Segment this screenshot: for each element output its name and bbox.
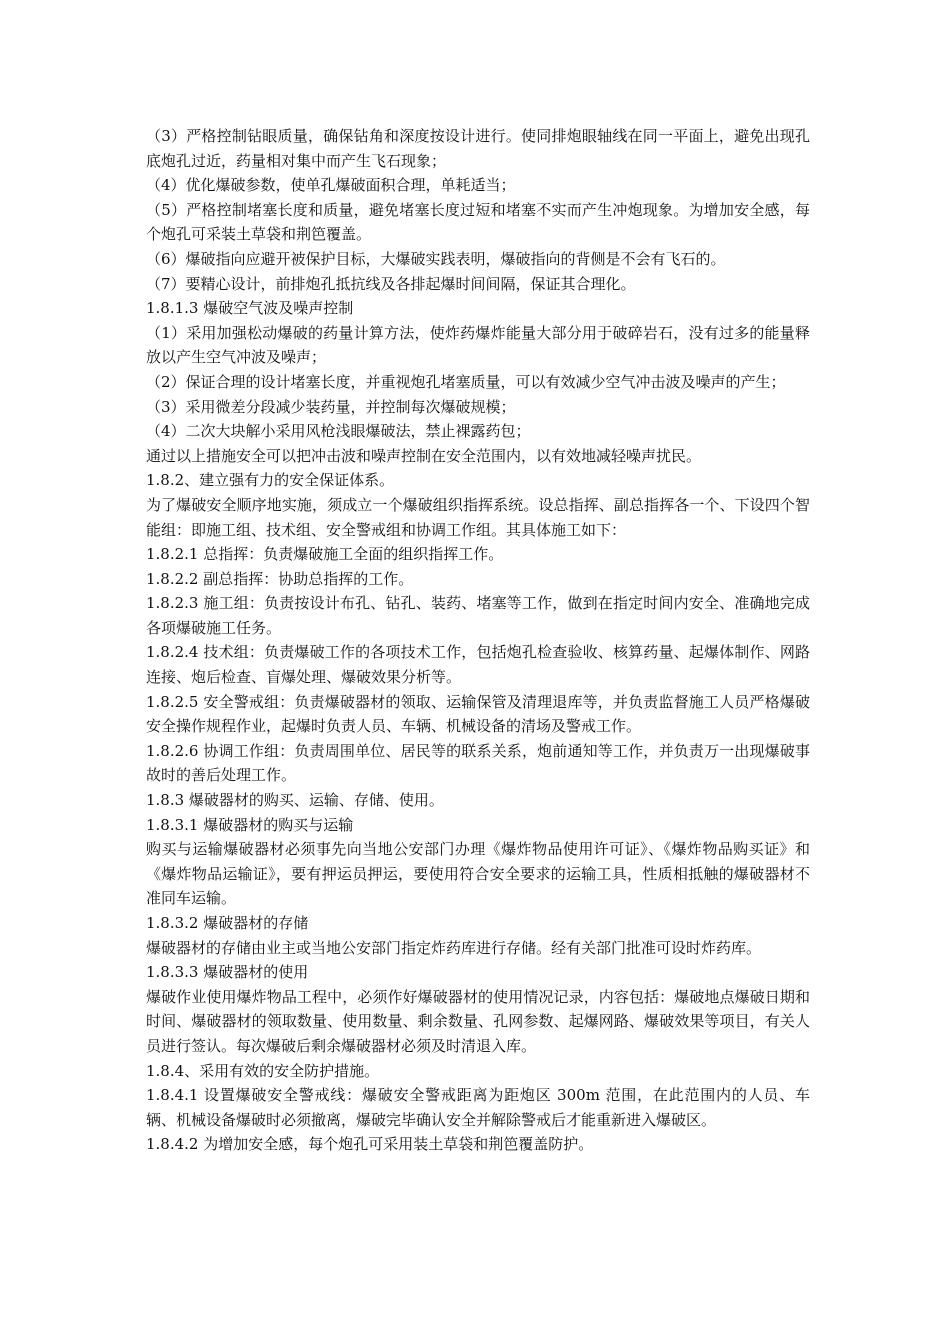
section-item-1-8-2-6: 1.8.2.6 协调工作组：负责周围单位、居民等的联系关系，炮前通知等工作，并负责万一出现爆破事故时的善后处理工作。 [146,741,810,785]
paragraph-item-1: （1）采用加强松动爆破的药量计算方法，使炸药爆炸能量大部分用于破碎岩石，没有过多的能量释放以产生空气冲波及噪声； [146,323,810,367]
paragraph-item-5: （5）严格控制堵塞长度和质量，避免堵塞长度过短和堵塞不实而产生冲炮现象。为增加安全感，每个炮孔可采装土草袋和荆笆覆盖。 [146,200,810,244]
paragraph-item-3: （3）严格控制钻眼质量，确保钻角和深度按设计进行。使同排炮眼轴线在同一平面上，避免出现孔底炮孔过近，药量相对集中而产生飞石现象； [146,127,810,170]
section-item-1-8-2-5: 1.8.2.5 安全警戒组：负责爆破器材的领取、运输保管及清理退库等，并负责监督施工人员严格爆破安全操作规程作业，起爆时负责人员、车辆、机械设备的清场及警戒工作。 [146,692,810,736]
section-heading-1-8-3-2: 1.8.3.2 爆破器材的存储 [146,914,309,932]
paragraph-summary: 通过以上措施安全可以把冲击波和噪声控制在安全范围内，以有效地减轻噪声扰民。 [146,446,702,465]
section-heading-1-8-1-3: 1.8.1.3 爆破空气波及噪声控制 [146,299,354,318]
paragraph-item-6: （6）爆破指向应避开被保护目标，大爆破实践表明，爆破指向的背侧是不会有飞石的。 [146,249,726,268]
section-item-1-8-4-2: 1.8.4.2 为增加安全感，每个炮孔可采用装土草袋和荆笆覆盖防护。 [146,1135,594,1154]
paragraph-organization: 为了爆破安全顺序地实施，须成立一个爆破组织指挥系统。设总指挥、副总指挥各一个、下设四个智能组：即施工组、技术组、安全警戒组和协调工作组。其具体施工如下： [146,495,810,539]
section-heading-1-8-3-1: 1.8.3.1 爆破器材的购买与运输 [146,815,354,834]
paragraph-storage: 爆破器材的存储由业主或当地公安部门指定炸药库进行存储。经有关部门批准可设时炸药库。 [146,938,762,957]
paragraph-purchase-transport: 购买与运输爆破器材必须事先向当地公安部门办理《爆炸物品使用许可证》、《爆炸物品购买证》和《爆炸物品运输证》，要有押运员押运，要使用符合安全要求的运输工具，性质相抵触的爆破器材不准同车运输。 [146,840,810,908]
section-item-1-8-4-1: 1.8.4.1 设置爆破安全警戒线：爆破安全警戒距离为距炮区 300m 范围，在此范围内的人员、车辆、机械设备爆破时必须撤离，爆破完毕确认安全并解除警戒后才能重新进入爆破区。 [146,1086,810,1129]
section-item-1-8-2-4: 1.8.2.4 技术组：负责爆破工作的各项技术工作，包括炮孔检查验收、核算药量、起爆体制作、网路连接、炮后检查、盲爆处理、爆破效果分析等。 [146,643,810,687]
paragraph-item-4: （4）优化爆破参数，使单孔爆破面积合理，单耗适当； [146,176,516,195]
paragraph-item-7: （7）要精心设计，前排炮孔抵抗线及各排起爆时间间隔，保证其合理化。 [146,274,636,293]
paragraph-item-4b: （4）二次大块解小采用风枪浅眼爆破法，禁止裸露药包； [146,422,531,441]
section-heading-1-8-3-3: 1.8.3.3 爆破器材的使用 [146,963,309,982]
paragraph-item-3b: （3）采用微差分段减少装药量，并控制每次爆破规模； [146,397,516,416]
document-body [146,124,810,1157]
section-item-1-8-2-1: 1.8.2.1 总指挥：负责爆破施工全面的组织指挥工作。 [146,545,504,564]
paragraph-item-2: （2）保证合理的设计堵塞长度，并重视炮孔堵塞质量，可以有效减少空气冲击波及噪声的产生； [146,372,786,391]
section-heading-1-8-3: 1.8.3 爆破器材的购买、运输、存储、使用。 [146,791,444,810]
section-item-1-8-2-2: 1.8.2.2 副总指挥：协助总指挥的工作。 [146,569,414,588]
section-heading-1-8-2: 1.8.2、建立强有力的安全保证体系。 [146,471,395,490]
paragraph-usage: 爆破作业使用爆炸物品工程中，必须作好爆破器材的使用情况记录，内容包括：爆破地点爆破日期和时间、爆破器材的领取数量、使用数量、剩余数量、孔网参数、起爆网路、爆破效果等项目，有关人员进行签认。每次爆破后剩余爆破器材必须及时清退入库。 [146,987,810,1055]
section-heading-1-8-4: 1.8.4、采用有效的安全防护措施。 [146,1061,380,1080]
section-item-1-8-2-3: 1.8.2.3 施工组：负责按设计布孔、钻孔、装药、堵塞等工作，做到在指定时间内安全、准确地完成各项爆破施工任务。 [146,594,810,637]
